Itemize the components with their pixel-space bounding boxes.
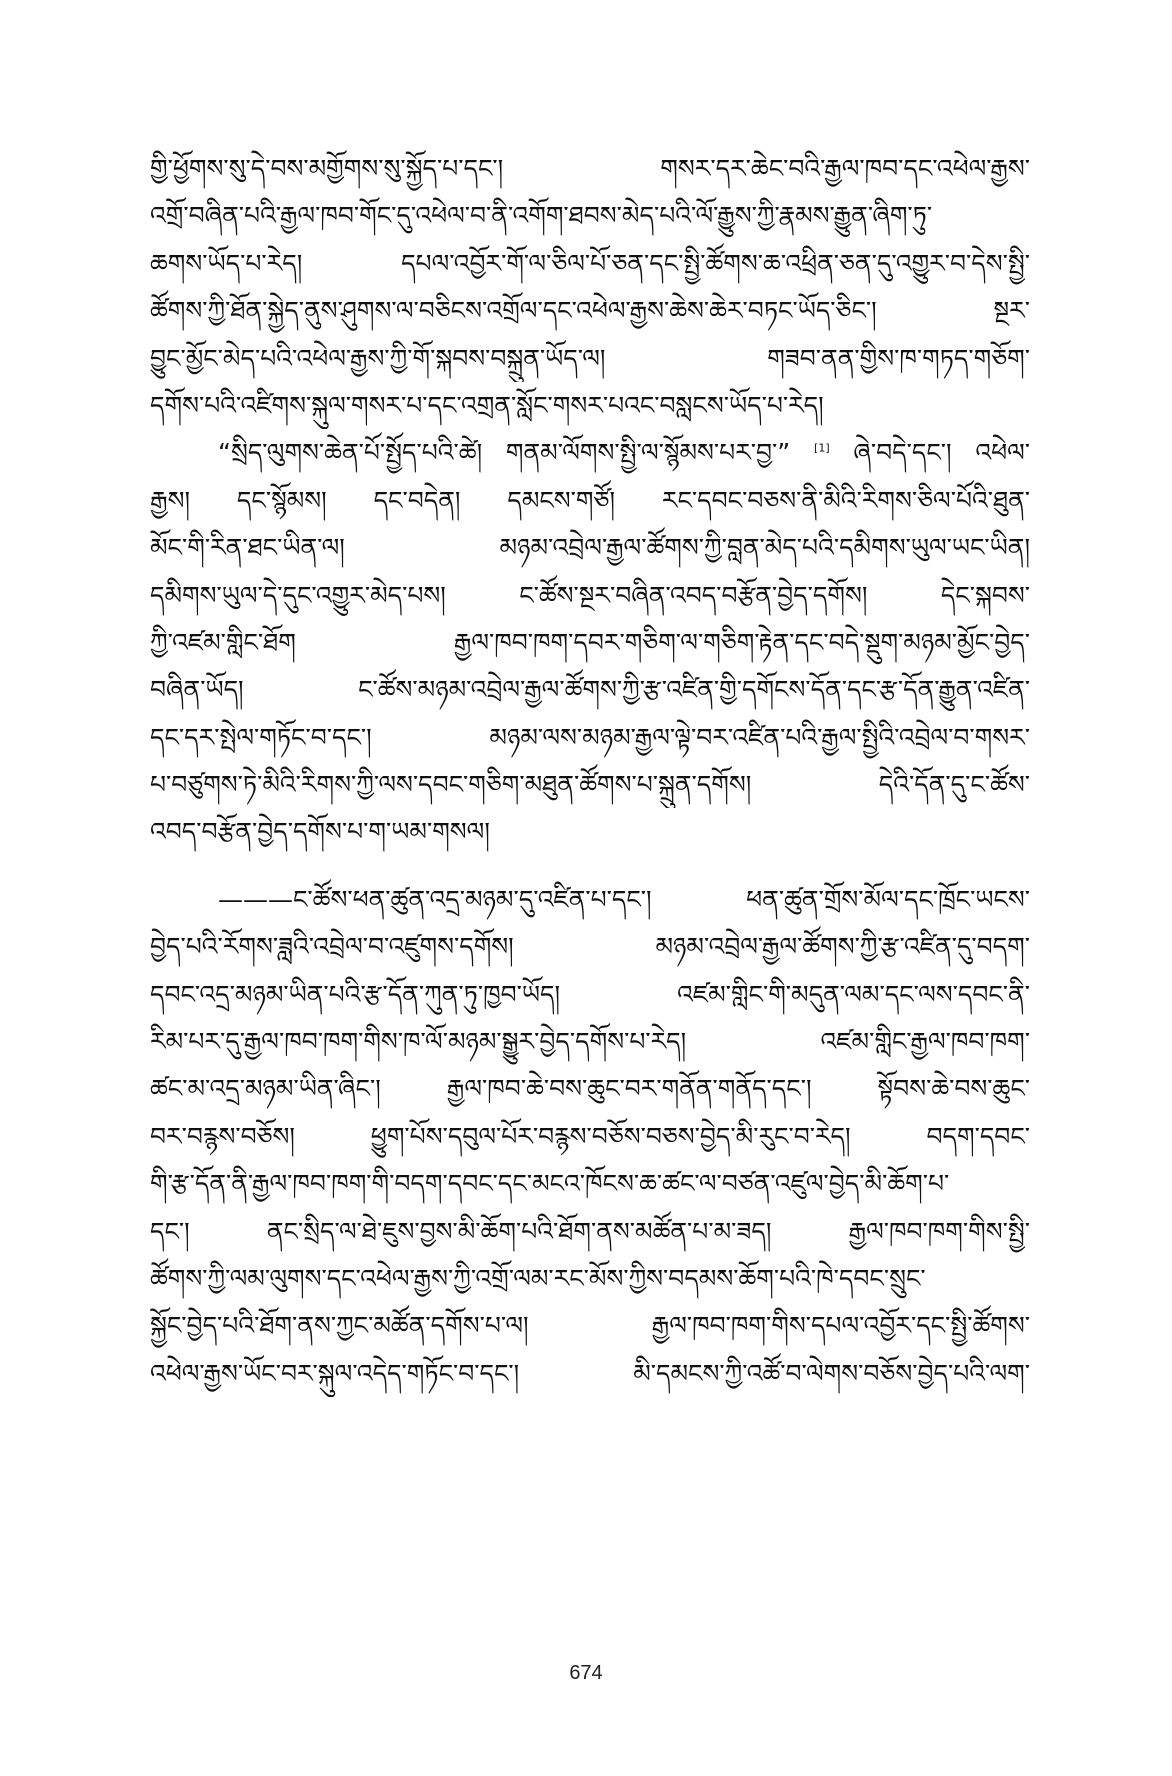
text-line: མོང་གི་རིན་ཐང་ཡིན་ལ། མཉམ་འབྲེལ་རྒྱལ་ཚོགས་ཀྱི་བླན་མེད་པའི་དམིགས་ཡུལ་ཡང་ཡིན།	[150, 533, 1030, 563]
paragraph-1	[150, 145, 1030, 429]
text-line: བྱུང་མྱོང་མེད་པའི་འཕེལ་རྒྱས་ཀྱི་གོ་སྐབས་བསྐྲུན་ཡོད་ལ། གཟབ་ནན་གྱིས་ཁ་གཏད་གཅོག་	[150, 343, 1030, 373]
text-line: གྱི་ཕྱོགས་སུ་དེ་བས་མགྱོགས་སུ་སྐྱོད་པ་དང་། གསར་དར་ཆེང་བའི་རྒྱལ་ཁབ་དང་འཕེལ་རྒྱས་	[150, 154, 1030, 183]
text-line: བཞིན་ཡོད། ང་ཚོས་མཉམ་འབྲེལ་རྒྱལ་ཚོགས་ཀྱི་རྩ་འཛིན་གྱི་དགོངས་དོན་དང་རྩ་དོན་རྒྱུན་འཛིན་	[150, 675, 1030, 705]
text-line: སྐྱོང་བྱེད་པའི་ཐོག་ནས་ཀྱང་མཚོན་དགོས་པ་ལ། རྒྱལ་ཁབ་ཁག་གིས་དཔལ་འབྱོར་དང་སྤྱི་ཚོགས་	[150, 1311, 1030, 1341]
text-line: ཚང་མ་འདྲ་མཉམ་ཡིན་ཞིང་། རྒྱལ་ཁབ་ཆེ་བས་ཆུང་བར་གནོན་གནོད་དང་། སྟོབས་ཆེ་བས་ཆུང་	[150, 1074, 1030, 1104]
text-line: པ་བཙུགས་ཏེ་མིའི་རིགས་ཀྱི་ལས་དབང་གཅིག་མཐུན་ཚོགས་པ་སྐྲུན་དགོས། དེའི་དོན་དུ་ང་ཚོས་	[150, 770, 1030, 800]
paragraph-3	[150, 876, 1030, 1397]
page-number: 674	[569, 1662, 603, 1684]
body-text	[150, 145, 1030, 1397]
text-line: གི་རྩ་དོན་ནི་རྒྱལ་ཁབ་ཁག་གི་བདག་དབང་དང་མངའ་ཁོངས་ཆ་ཚང་ལ་བཙན་འཛུལ་བྱེད་མི་ཆོག་པ་	[150, 1169, 950, 1199]
text-line: འབད་བརྩོན་བྱེད་དགོས་པ་ག་ཡམ་གསལ།	[150, 817, 490, 847]
text-line: བྱེད་པའི་རོགས་ཟླའི་འབྲེལ་བ་འཛུགས་དགོས། མཉམ་འབྲེལ་རྒྱལ་ཚོགས་ཀྱི་རྩ་འཛིན་དུ་བདག་	[150, 932, 1030, 962]
quote-continuation: ཞེ་བདེ་དང་། འཕེལ་	[853, 438, 1030, 468]
text-line: ཀྱི་འཛམ་གླིང་ཐོག རྒྱལ་ཁབ་ཁག་དབར་གཅིག་ལ་གཅིག་རྟེན་དང་བདེ་སྡུག་མཉམ་མྱོང་བྱེད་	[150, 627, 1030, 657]
text-line: རིམ་པར་དུ་རྒྱལ་ཁབ་ཁག་གིས་ཁ་ལོ་མཉམ་སྒྱུར་བྱེད་དགོས་པ་རེད། འཛམ་གླིང་རྒྱལ་ཁབ་ཁག་	[150, 1027, 1030, 1057]
text-line: བར་བརྙས་བཅོས། ཕྱུག་པོས་དབུལ་པོར་བརྙས་བཅོས་བཅས་བྱེད་མི་རུང་བ་རེད། བདག་དབང་	[150, 1121, 1030, 1151]
text-line: དགོས་པའི་འཛིགས་སྐུལ་གསར་པ་དང་འགྲན་སློང་གསར་པའང་བསླངས་ཡོད་པ་རེད།	[150, 390, 824, 420]
text-line: ཆགས་ཡོད་པ་རེད། དཔལ་འབྱོར་གོ་ལ་ཅིལ་པོ་ཅན་དང་སྤྱི་ཚོགས་ཆ་འཕྲིན་ཅན་དུ་འགྱུར་བ་དེས་སྤྱི་	[150, 248, 1030, 278]
quote-line	[150, 429, 1030, 476]
text-line: དང་དར་སྤེལ་གཏོང་བ་དང་། མཉམ་ལས་མཉམ་རྒྱལ་ལྟེ་བར་འཛིན་པའི་རྒྱལ་སྤྱིའི་འབྲེལ་བ་གསར་	[150, 722, 1030, 752]
paragraph-2	[150, 429, 1030, 856]
text-line: དབང་འདྲ་མཉམ་ཡིན་པའི་རྩ་དོན་ཀུན་ཏུ་ཁྱབ་ཡོད། འཛམ་གླིང་གི་མདུན་ལམ་དང་ལས་དབང་ནི་	[150, 979, 1030, 1009]
footnote-reference[interactable]: [1]	[814, 442, 830, 456]
text-line: ཚོགས་ཀྱི་ལམ་ལུགས་དང་འཕེལ་རྒྱས་ཀྱི་འགྲོ་ལམ་རང་མོས་ཀྱིས་བདམས་ཆོག་པའི་ཁེ་དབང་སྲུང་	[150, 1263, 926, 1293]
text-line: འཕེལ་རྒྱས་ཡོང་བར་སྐུལ་འདེད་གཏོང་བ་དང་། མི་དམངས་ཀྱི་འཚོ་བ་ལེགས་བཅོས་བྱེད་པའི་ལག་	[150, 1358, 1030, 1388]
text-line: རྒྱས། དང་སྙོམས། དང་བདེན། དམངས་གཙོ། རང་དབང་བཅས་ནི་མིའི་རིགས་ཅིལ་པོའི་ཐུན་	[150, 485, 1030, 515]
text-line: དང་། ནང་སྲིད་ལ་ཐེ་ཇུས་བྱས་མི་ཆོག་པའི་ཐོག་ནས་མཚོན་པ་མ་ཟད། རྒྱལ་ཁབ་ཁག་གིས་སྤྱི་	[150, 1216, 1030, 1246]
paragraph-spacer	[150, 856, 1030, 876]
text-line: འགྲོ་བཞིན་པའི་རྒྱལ་ཁབ་གོང་དུ་འཕེལ་བ་ནི་འགོག་ཐབས་མེད་པའི་ལོ་རྒྱུས་ཀྱི་རྣམས་རྒྱུན་ཞིག་ཏུ་	[150, 201, 933, 231]
text-line: ཚོགས་ཀྱི་ཐོན་སྐྱེད་ནུས་ཤུགས་ལ་བཅིངས་འགྲོལ་དང་འཕེལ་རྒྱས་ཆེས་ཆེར་བཏང་ཡོད་ཅིང་། སྔར་	[150, 296, 1030, 326]
quote-text: “སྲིད་ལུགས་ཆེན་པོ་སྤྱོད་པའི་ཚེ། གནམ་ལོགས་སྤྱི་ལ་སྙོམས་པར་བྱ་”	[218, 438, 791, 468]
text-line: དམིགས་ཡུལ་དེ་དུང་འགྱུར་མེད་པས། ང་ཚོས་སྔར་བཞིན་འབད་བརྩོན་བྱེད་དགོས། དེང་སྐབས་	[150, 580, 1030, 610]
text-line: ———ང་ཚོས་ཕན་ཚུན་འདྲ་མཉམ་དུ་འཛིན་པ་དང་། ཕན་ཚུན་གྲོས་མོལ་དང་ཁྲོང་ཡངས་	[218, 884, 1030, 914]
